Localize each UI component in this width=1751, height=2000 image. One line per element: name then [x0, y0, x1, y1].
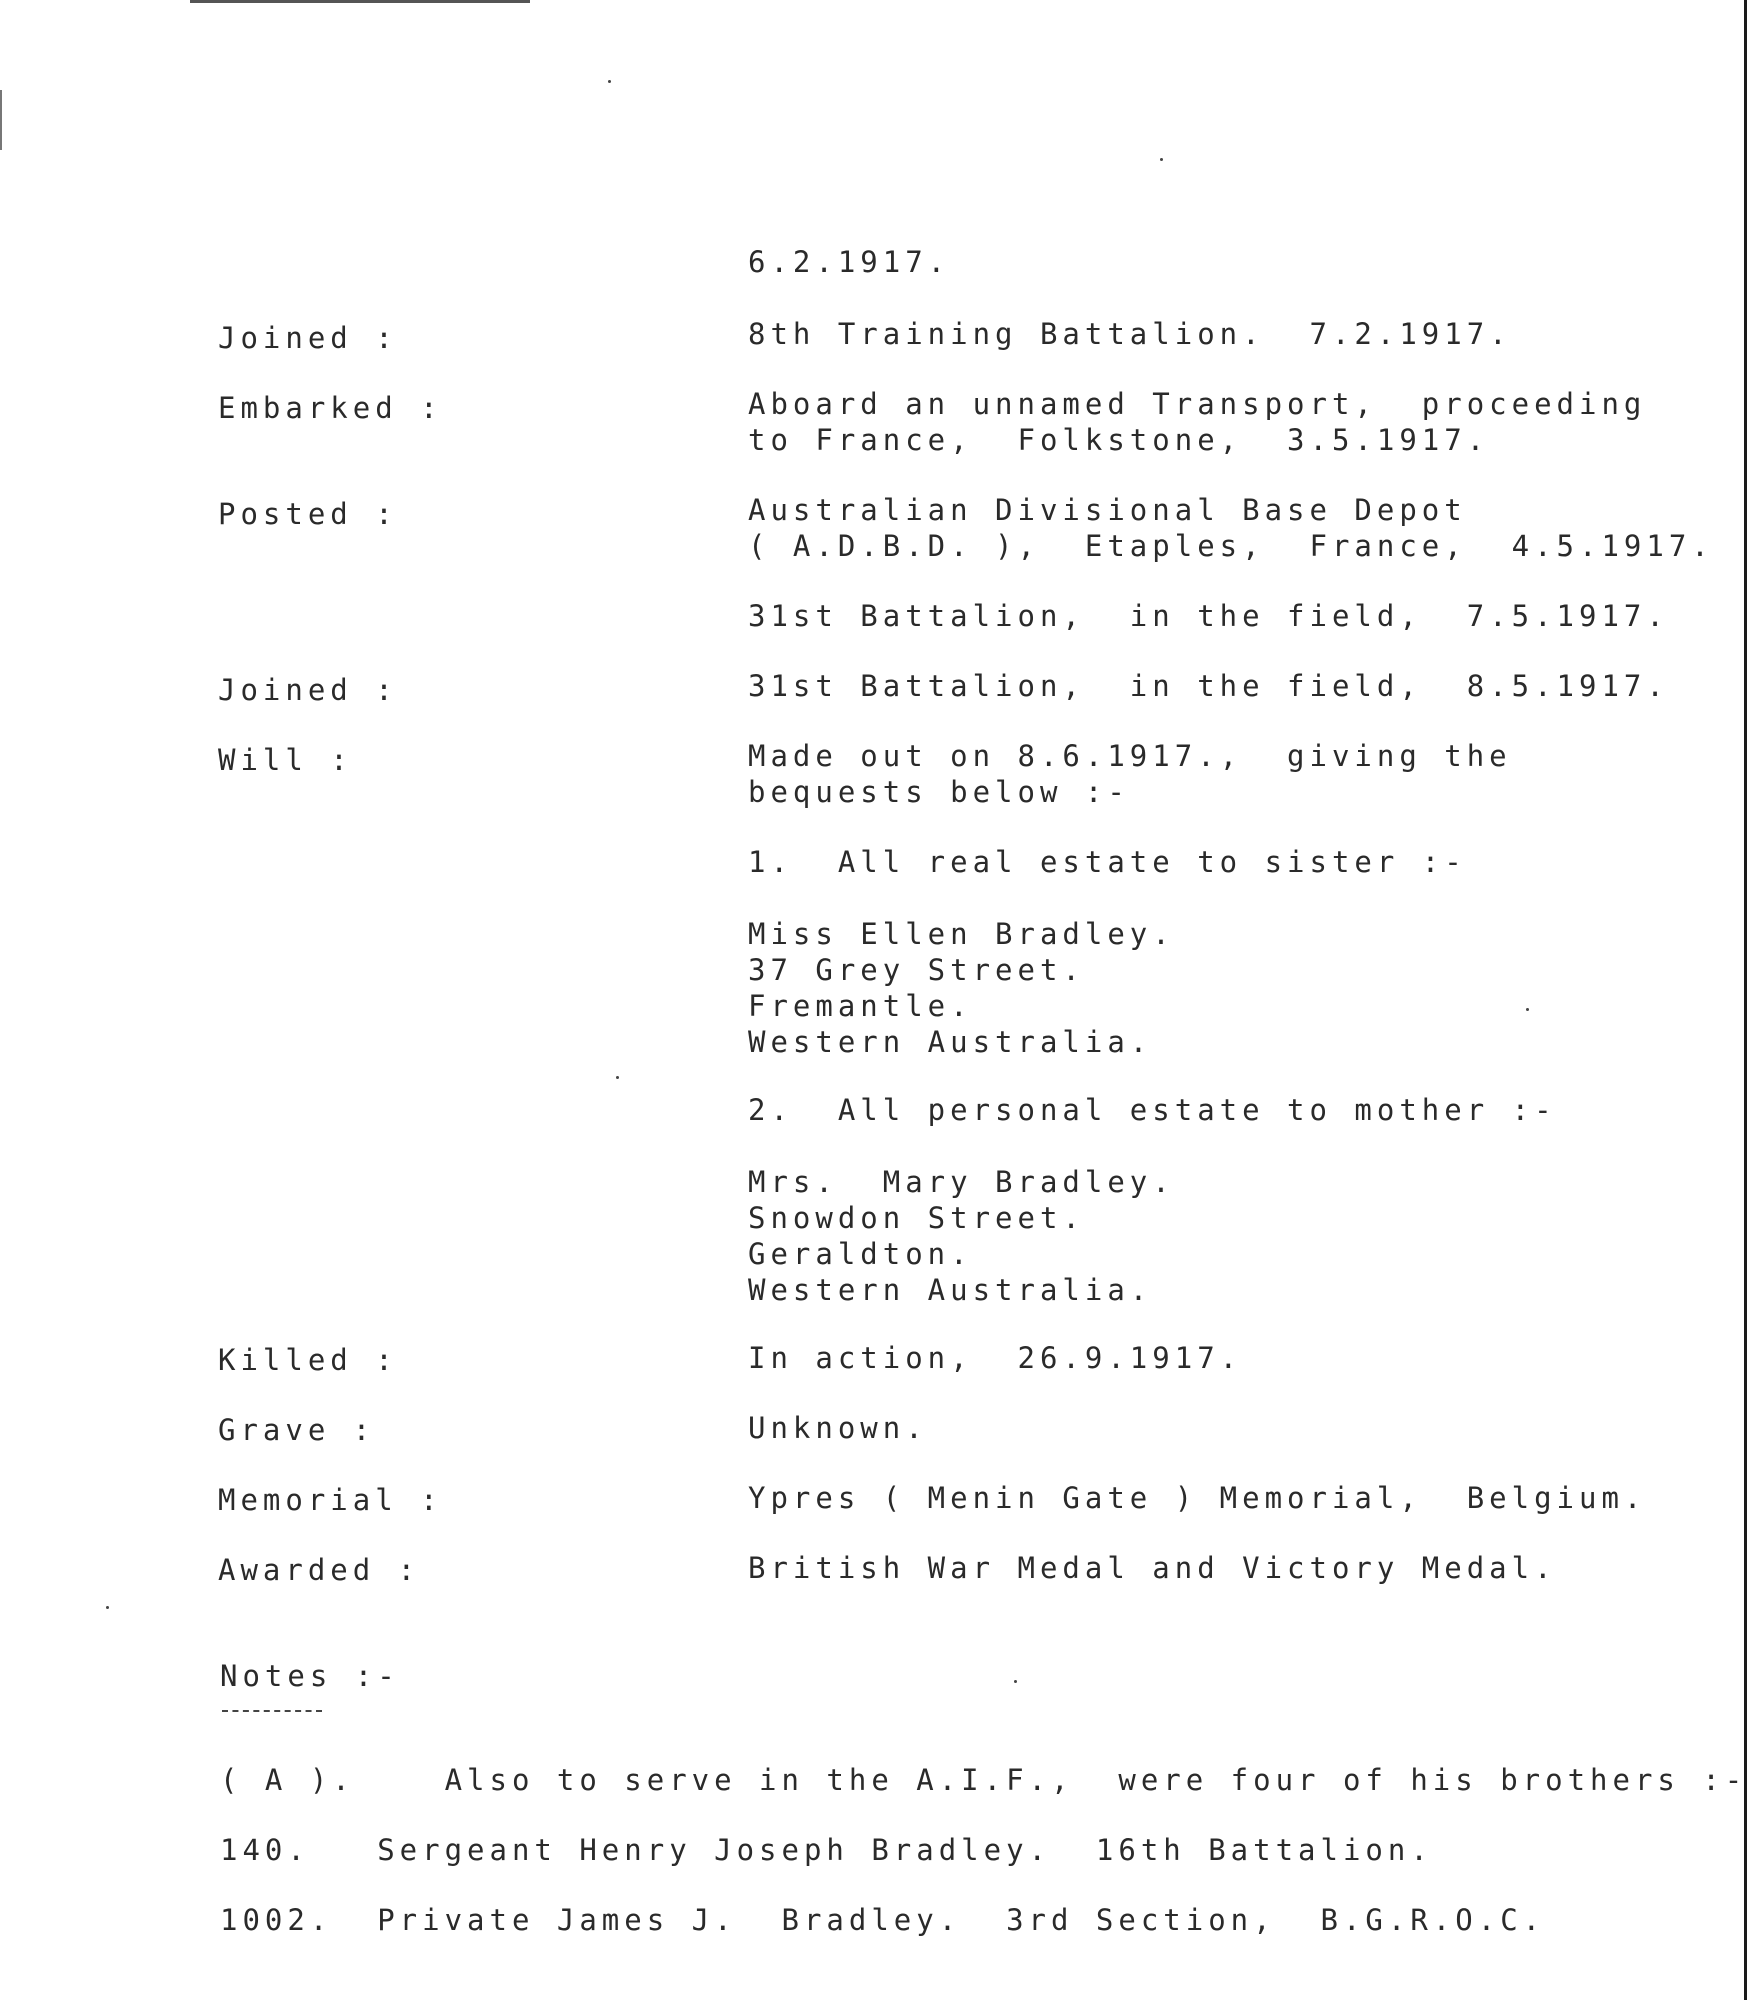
scan-top-mark — [190, 0, 530, 3]
scan-speck — [616, 1076, 619, 1079]
entry-value-posted-line1: Australian Divisional Base Depot — [748, 493, 1467, 527]
scan-speck — [1014, 1680, 1017, 1683]
page-edge-shadow — [1744, 0, 1747, 2000]
bequest-address-line: Mrs. Mary Bradley. — [748, 1165, 1175, 1199]
entry-value-posted-31st: 31st Battalion, in the field, 7.5.1917. — [748, 599, 1669, 633]
scan-speck — [608, 80, 611, 83]
entry-value-joined-31st: 31st Battalion, in the field, 8.5.1917. — [748, 669, 1669, 703]
bequest-address-line: Western Australia. — [748, 1273, 1153, 1307]
bequest-address-line: 37 Grey Street. — [748, 953, 1085, 987]
entry-value-embarked-line1: Aboard an unnamed Transport, proceeding — [748, 387, 1647, 421]
entry-value-joined-training: 8th Training Battalion. 7.2.1917. — [748, 317, 1512, 351]
enlisted-date-continuation: 6.2.1917. — [748, 245, 951, 279]
notes-heading: Notes :- — [220, 1659, 400, 1693]
entry-label-joined-31st: Joined : — [218, 673, 398, 707]
entry-value-awarded: British War Medal and Victory Medal. — [748, 1551, 1557, 1585]
note-item-brother: 140. Sergeant Henry Joseph Bradley. 16th Battalion. — [220, 1833, 1433, 1867]
entry-value-killed: In action, 26.9.1917. — [748, 1341, 1243, 1375]
entry-label-killed: Killed : — [218, 1343, 398, 1377]
bequest-address-line: Geraldton. — [748, 1237, 973, 1271]
notes-underline — [222, 1710, 322, 1712]
scan-speck — [1526, 1008, 1529, 1011]
scan-speck — [1160, 158, 1163, 161]
entry-value-memorial: Ypres ( Menin Gate ) Memorial, Belgium. — [748, 1481, 1647, 1515]
bequest-address-line: Snowdon Street. — [748, 1201, 1085, 1235]
entry-label-awarded: Awarded : — [218, 1553, 421, 1587]
entry-label-memorial: Memorial : — [218, 1483, 443, 1517]
bequest-address-line: Western Australia. — [748, 1025, 1153, 1059]
bequest-address-line: Miss Ellen Bradley. — [748, 917, 1175, 951]
entry-label-posted: Posted : — [218, 497, 398, 531]
bequest-address-line: Fremantle. — [748, 989, 973, 1023]
entry-value-posted-line2: ( A.D.B.D. ), Etaples, France, 4.5.1917. — [748, 529, 1714, 563]
entry-value-will-line1: Made out on 8.6.1917., giving the — [748, 739, 1512, 773]
scan-left-mark — [0, 90, 2, 150]
bequest-heading-1: 1. All real estate to sister :- — [748, 845, 1467, 879]
entry-value-embarked-line2: to France, Folkstone, 3.5.1917. — [748, 423, 1490, 457]
entry-label-embarked: Embarked : — [218, 391, 443, 425]
entry-label-will: Will : — [218, 743, 353, 777]
entry-value-grave: Unknown. — [748, 1411, 928, 1445]
entry-label-grave: Grave : — [218, 1413, 376, 1447]
note-item-brother: 1002. Private James J. Bradley. 3rd Section, B.G.R.O.C. — [220, 1903, 1546, 1937]
scan-speck — [106, 1606, 109, 1609]
bequest-heading-2: 2. All personal estate to mother :- — [748, 1093, 1557, 1127]
entry-label-joined: Joined : — [218, 321, 398, 355]
entry-value-will-line2: bequests below :- — [748, 775, 1130, 809]
note-item-a: ( A ). Also to serve in the A.I.F., were four of his brothers :- — [220, 1763, 1748, 1797]
